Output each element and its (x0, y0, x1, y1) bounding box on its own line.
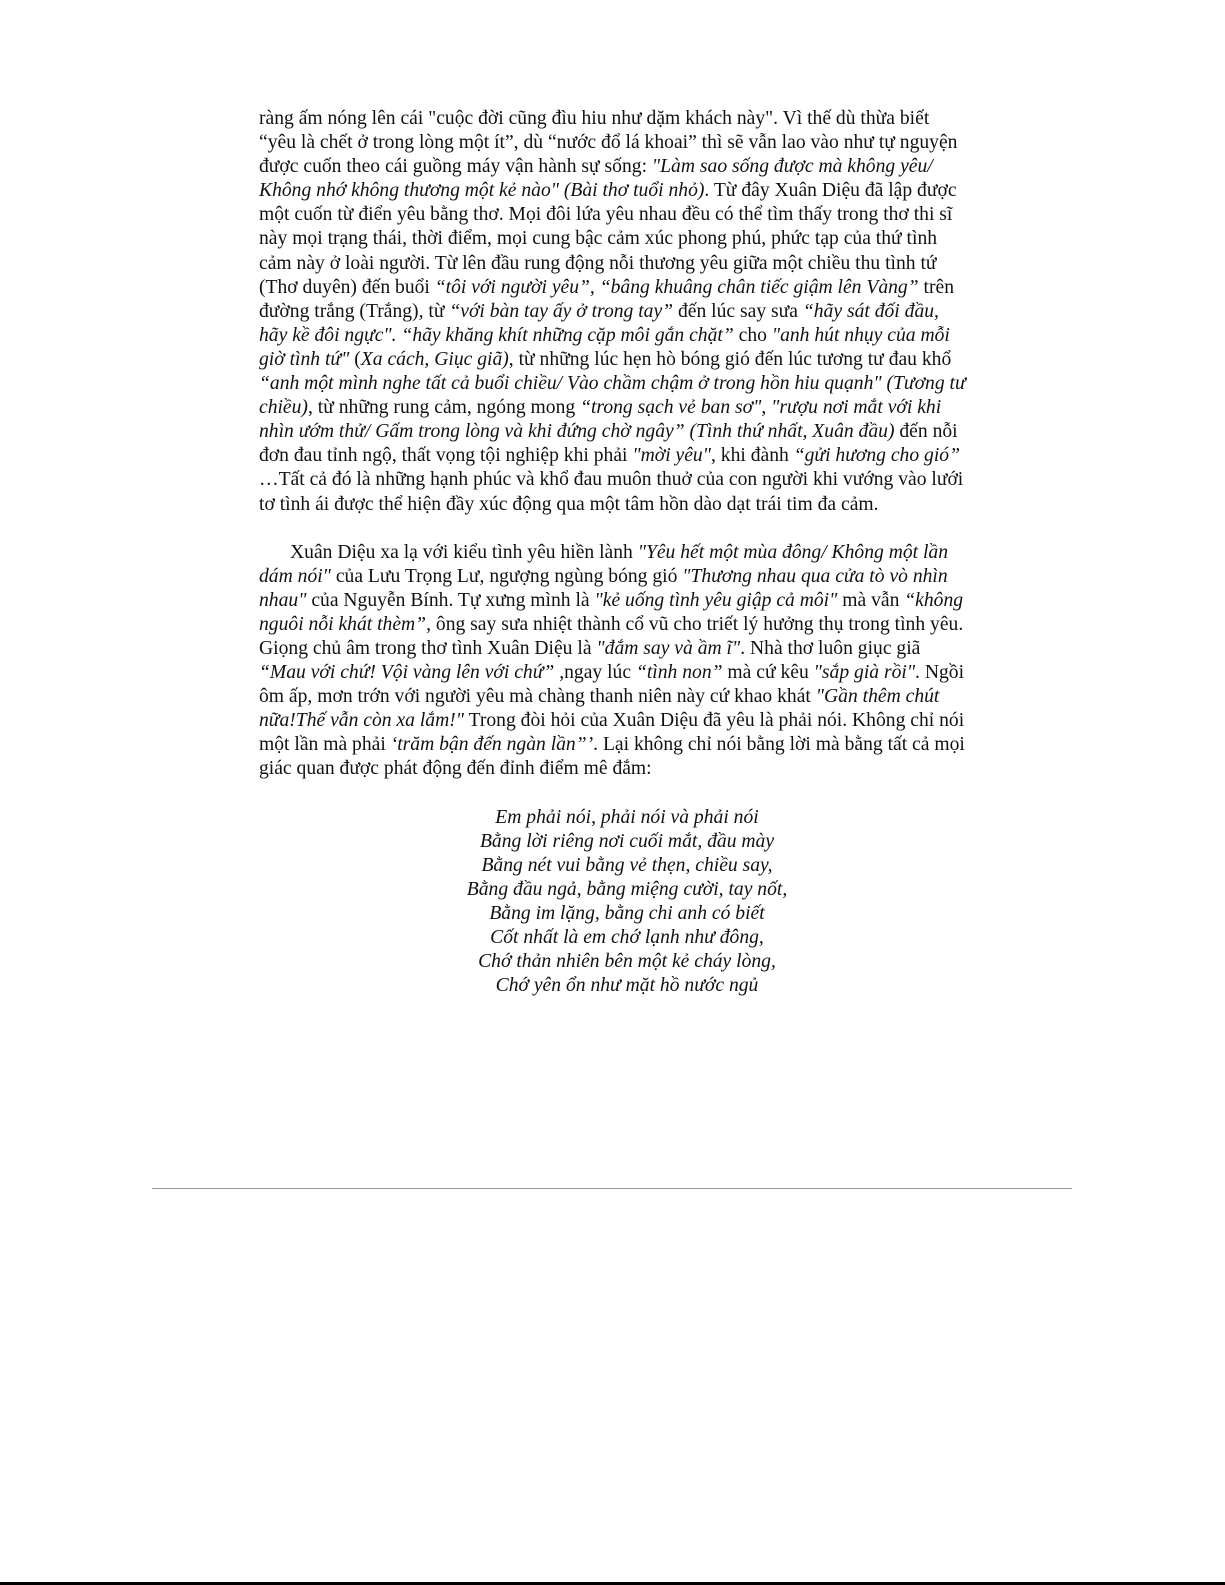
quoted-text-run: “trong sạch vẻ ban sơ", "rượu nơi mắt với khi nhìn ướm thử/ Gấm trong lòng và khi đứng chờ ngây” (Tình thứ nhất, Xuân đầu) (259, 397, 942, 443)
quoted-text-run: "kẻ uống tình yêu giập cả môi" (594, 589, 838, 611)
text-run: , từ những rung cảm, ngóng mong (307, 397, 581, 419)
text-run: mà cứ kêu (722, 662, 814, 684)
quoted-text-run: "sắp già rồi" (813, 662, 916, 684)
poem-line: Bằng im lặng, bằng chi anh có biết (489, 902, 765, 924)
text-run: , ông say sưa nhiệt thành cổ vũ cho triết lý hưởng thụ trong tình yêu. Giọng chủ âm trong thơ tình Xuân Diệu là (259, 613, 964, 659)
text-run: mà vẫn (837, 589, 905, 611)
page-divider (152, 1188, 1072, 1189)
quoted-text-run: "mời yêu" (632, 445, 711, 467)
poem-line: Chớ thản nhiên bên một kẻ cháy lòng, (478, 951, 776, 973)
quoted-text-run: “Mau với chứ! Vội vàng lên với chứ” (259, 662, 555, 684)
text-run: trên đường trắng (Trắng), từ (259, 276, 955, 322)
quoted-text-run: "Làm sao sống được mà không yêu/ Không nhớ không thương một kẻ nào" (Bài thơ tuổi nhỏ) (259, 156, 933, 202)
text-run: Xuân Diệu xa lạ với kiểu tình yêu hiền lành (290, 541, 638, 563)
page-body (259, 107, 967, 998)
text-run: . Từ đây Xuân Diệu đã lập được một cuốn từ điển yêu bằng thơ. Mọi đôi lứa yêu nhau đều có thể tìm thấy trong thơ thi sĩ này mọi trạng thái, thời điểm, mọi cung bậc cảm xúc phong phú, phức tạp của thứ tình cảm này ở loài người. Từ lên đầu rung động nỗi thương yêu giữa một chiều thu tình tứ (Thơ duyên) đến buổi (259, 180, 957, 298)
quoted-text-run: "Gần thêm chút nữa!Thế vẫn còn xa lắm!" (259, 686, 940, 732)
paragraph-2 (259, 541, 967, 782)
text-run: ( (349, 348, 361, 370)
quoted-text-run: "đắm say và ầm ĩ" (596, 637, 741, 659)
text-run: của Lưu Trọng Lư, ngượng ngùng bóng gió (330, 565, 683, 587)
text-run: . Lại không chỉ nói bằng lời mà bằng tất cả mọi giác quan được phát động đến đỉnh điểm mê đắm: (259, 734, 965, 780)
quoted-text-run: ‘trăm bận đến ngàn lần”’ (390, 734, 594, 756)
poem-line: Cốt nhất là em chớ lạnh như đông, (490, 927, 764, 948)
text-run: , khi đành (710, 445, 794, 467)
poem-line: Bằng nét vui bằng vẻ thẹn, chiều say, (481, 854, 773, 876)
poem-line: Bằng lời riêng nơi cuối mắt, đầu mày (479, 830, 775, 852)
quoted-text-run: “anh một mình nghe tất cả buổi chiều/ Vào chầm chậm ở trong hồn hiu quạnh" (Tương tư chiều) (259, 373, 966, 419)
text-run: của Nguyễn Bính. Tự xưng mình là (306, 589, 595, 611)
text-run: cho (733, 324, 772, 346)
text-run: Trong đòi hỏi của Xuân Diệu đã yêu là phải nói. Không chỉ nói một lần mà phải (259, 710, 965, 756)
poem-line: Bằng đầu ngả, bằng miệng cười, tay nốt, (466, 878, 788, 900)
text-run: đến lúc say sưa (673, 300, 803, 322)
text-run: đến nỗi đơn đau tỉnh ngộ, thất vọng tội nghiệp khi phải (259, 421, 958, 467)
quoted-text-run: "Yêu hết một mùa đông/ Không một lần dám nói" (259, 541, 949, 587)
quoted-text-run: “không nguôi nỗi khát thèm” (259, 589, 964, 635)
poem-block (259, 806, 967, 999)
quoted-text-run: “gửi hương cho gió” (793, 445, 960, 467)
text-run: , từ những lúc hẹn hò bóng gió đến lúc tương tư đau khổ (508, 348, 952, 370)
quoted-text-run: “với bàn tay ấy ở trong tay” (449, 300, 674, 322)
text-run: …Tất cả đó là những hạnh phúc và khổ đau muôn thuở của con người khi vướng vào lưới tơ tình ái được thể hiện đầy xúc động qua một tâm hồn dào dạt trái tim đa cảm. (259, 469, 964, 515)
text-run: . Nhà thơ luôn giục giã (740, 637, 921, 659)
text-run: . Ngồi ôm ấp, mơn trớn với người yêu mà chàng thanh niên này cứ khao khát (259, 662, 965, 708)
text-run: ,ngay lúc (554, 662, 636, 684)
quoted-text-run: Xa cách, Giục giã) (360, 348, 509, 370)
poem-line: Em phải nói, phải nói và phải nói (495, 806, 759, 828)
quoted-text-run: "Thương nhau qua cửa tò vò nhìn nhau" (259, 565, 948, 611)
quoted-text-run: “tôi với người yêu”, “bâng khuâng chân tiếc giậm lên Vàng” (434, 276, 919, 298)
quoted-text-run: “tình non” (635, 662, 723, 684)
paragraph-1 (259, 107, 967, 517)
quoted-text-run: “hãy sát đối đầu, hãy kề đôi ngực". “hãy khăng khít những cặp môi gắn chặt” (259, 300, 939, 346)
quoted-text-run: "anh hút nhụy của mỗi giờ tình tứ" (259, 324, 950, 370)
text-run: ràng ấm nóng lên cái "cuộc đời cũng đìu hiu như dặm khách này". Vì thế dù thừa biết “yêu là chết ở trong lòng một ít”, dù “nước đổ lá khoai” thì sẽ vẫn lao vào như tự nguyện được cuốn theo cái guồng máy vận hành sự sống: (259, 108, 958, 178)
poem-line: Chớ yên ổn như mặt hồ nước ngủ (495, 975, 759, 997)
